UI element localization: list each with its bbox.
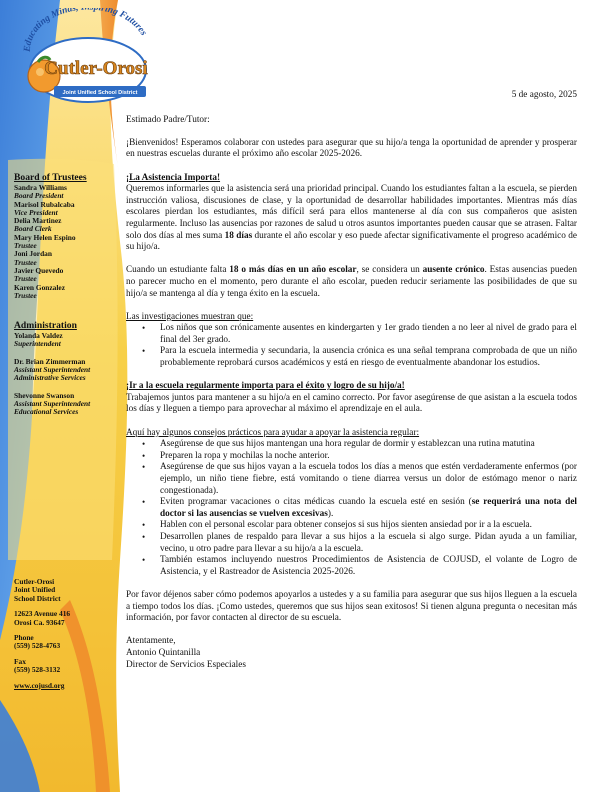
sidebar-directory <box>14 172 118 417</box>
trustee-name: Delia Martinez <box>14 216 62 226</box>
list-item: • Asegúrense de que sus hijos mantengan una hora regular de dormir y establezcan una rutina matutina <box>160 439 577 451</box>
admin-name: Shevonne Swanson <box>14 390 75 400</box>
list-item: • También estamos incluyendo nuestros Procedimientos de Asistencia de COJUSD, el volante de Logro de Asistencia, y el Rastreador de Asistencia 2025-2026. <box>160 555 577 578</box>
admin-name: Dr. Brian Zimmerman <box>14 356 86 366</box>
tips-heading: Aquí hay algunos consejos prácticos para ayudar a apoyar la asistencia regular: <box>126 427 420 438</box>
logo-name: Cutler-Orosi <box>44 58 148 79</box>
trustee-name: Marisol Rubalcaba <box>14 199 75 209</box>
attendance-heading: ¡La Asistencia Importa! <box>126 172 221 183</box>
signoff: Atentamente, <box>126 636 176 647</box>
admin-role: Assistant Superintendent Educational Services <box>14 398 91 417</box>
attendance-paragraph: Queremos informarles que la asistencia será una prioridad principal. Cuando los estudiantes faltan a la escuela, se pierden instrucción valiosa, discusiones de clase, y la oportunidad de desarrollar habilidades importantes. Mientras más días escolares pierdan los estudiantes, más difícil será para ellos mantenerse al día con sus compañeros que asisten regularmente. Incluso las ausencias por razones de salud u otros asuntos importantes pueden causar que se atrasen. Faltar solo dos días al mes suma 18 días durante el año escolar y eso puede afectar significativamente el progreso académico de su hijo/a. <box>126 184 577 253</box>
contact-org: Joint Unified <box>14 585 56 595</box>
trustee-name: Mary Helen Espino <box>14 232 76 242</box>
signer-name: Antonio Quintanilla <box>126 647 201 658</box>
trustee-role: Board Clerk <box>14 224 52 234</box>
letter-date: 5 de agosto, 2025 <box>511 90 577 100</box>
research-heading: Las investigaciones muestran que: <box>126 311 254 322</box>
trustee-name: Joni Jordan <box>14 249 52 259</box>
trustee-name: Karen Gonzalez <box>14 282 65 292</box>
list-item: • Desarrollen planes de respaldo para llevar a sus hijos a la escuela si algo surge. Pidan ayuda a un familiar, vecino, u otro padre para llevar a su hijo/a a la escuela. <box>160 532 577 555</box>
contact-address: 12623 Avenue 416 <box>14 609 71 619</box>
chronic-absence-paragraph: Cuando un estudiante falta 18 o más días en un año escolar, se considera un ausente crónico. Estas ausencias pueden no parecer mucho en el momento, pero durante el año escolar, pueden reducir seriamente las posibilidades de que su hijo/a se mantenga al día y tenga éxito en la escuela. <box>126 265 577 299</box>
list-item: • Los niños que son crónicamente ausentes en kindergarten y 1er grado tienden a no leer al nivel de grado para el final del 3er grado. <box>160 323 577 346</box>
admin-role: Assistant Superintendent Administrative Services <box>14 365 91 383</box>
intro-paragraph: ¡Bienvenidos! Esperamos colaborar con ustedes para asegurar que su hijo/a tenga la oportunidad de aprender y prosperar en nuestras escuelas durante el próximo año escolar 2025-2026. <box>126 137 577 160</box>
trustees-heading: Board of Trustees <box>14 172 87 183</box>
signer-title: Director de Servicios Especiales <box>126 659 246 670</box>
trustee-role: Vice President <box>14 207 58 217</box>
logo-tagline: Educating Minds, iring Futures <box>22 8 149 53</box>
trustee-role: Board President <box>14 191 64 201</box>
letter-body <box>126 90 577 671</box>
fax-number: (559) 528-3132 <box>14 665 61 675</box>
admin-role: Superintendent <box>14 339 61 349</box>
district-contact <box>14 578 118 690</box>
phone-number: (559) 528-4763 <box>14 641 61 651</box>
trustee-role: Trustee <box>14 257 37 267</box>
importance-heading: ¡Ir a la escuela regularmente importa para el éxito y logro de su hijo/a! <box>126 381 405 392</box>
contact-org: Cutler-Orosi <box>14 577 55 586</box>
fax-label: Fax <box>14 656 26 666</box>
list-item: • Eviten programar vacaciones o citas médicas cuando la escuela esté en sesión (se requerirá una nota del doctor si las ausencias se vuelven excesivas). <box>160 497 577 520</box>
list-item: • Para la escuela intermedia y secundaria, la ausencia crónica es una señal temprana comprobada de que un niño probablemente reprobará cursos académicos y está en riesgo de eventualmente abandonar los estudios. <box>160 346 577 369</box>
trustee-role: Trustee <box>14 290 37 300</box>
closing-paragraph: Por favor déjenos saber cómo podemos apoyarlos a ustedes y a su familia para asegurar que sus hijos lleguen a la escuela a tiempo todos los días. ¡Como ustedes, queremos que sus hijos sean exitosos! Si tienen alguna pregunta o necesitan más información, por favor contacten al director de su escuela. <box>126 589 577 624</box>
phone-label: Phone <box>14 633 34 643</box>
tips-list <box>126 439 577 578</box>
website-link[interactable]: www.cojusd.org <box>14 680 65 690</box>
list-item: • Preparen la ropa y mochilas la noche anterior. <box>160 451 577 463</box>
importance-paragraph: Trabajemos juntos para mantener a su hijo/a en el camino correcto. Por favor asegúrense de que asistan a la escuela todos los días y lleguen a tiempo para aprovechar al máximo el aprendizaje en el aula. <box>126 392 577 415</box>
trustee-role: Trustee <box>14 241 37 251</box>
administration-heading: Administration <box>14 320 77 332</box>
list-item: • Asegúrense de que sus hijos vayan a la escuela todos los días a menos que estén verdaderamente enfermos (por ejemplo, un niño tiene fiebre, está vomitando o tiene diarrea versus un dolor de estómago menor o nariz congestionada). <box>160 462 577 497</box>
trustee-name: Sandra Williams <box>14 183 67 192</box>
list-item: • Hablen con el personal escolar para obtener consejos si sus hijos sienten ansiedad por ir a la escuela. <box>160 520 577 532</box>
contact-address: Orosi Ca. 93647 <box>14 617 65 627</box>
salutation: Estimado Padre/Tutor: <box>126 114 210 125</box>
trustee-role: Trustee <box>14 274 37 284</box>
research-list <box>126 323 577 369</box>
contact-org: School District <box>14 593 61 603</box>
logo-district: Joint Unified School District <box>62 90 138 96</box>
admin-name: Yolanda Valdez <box>14 331 63 341</box>
trustee-name: Javier Quevedo <box>14 265 64 275</box>
